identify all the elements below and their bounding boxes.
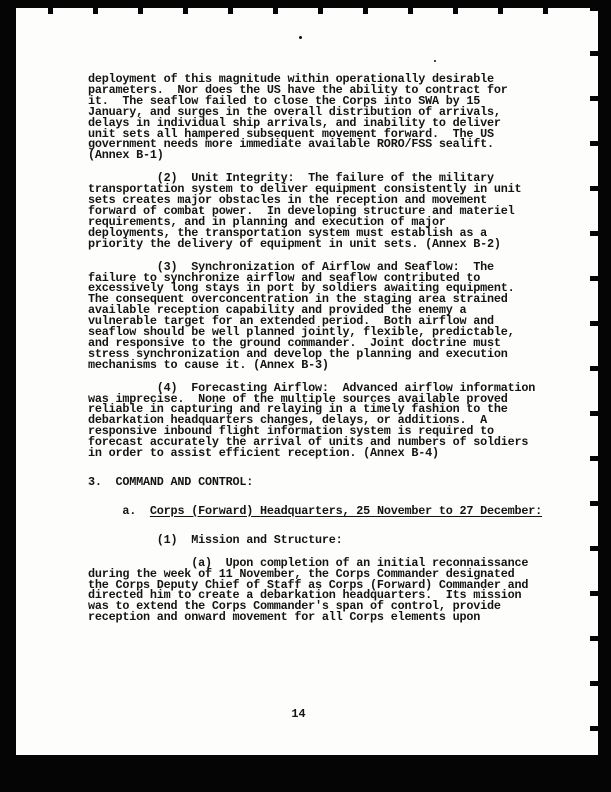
- text-line: failure to synchronize airflow and seaflow contributed to: [88, 270, 481, 285]
- text-line: (a) Upon completion of an initial reconnaissance: [88, 555, 529, 570]
- heading-mission-and-structure: [88, 532, 573, 547]
- text-line: forward of combat power. In developing structure and materiel: [88, 203, 515, 218]
- text-line: (4) Forecasting Airflow: Advanced airflow information: [88, 380, 536, 395]
- text-line: The consequent overconcentration in the staging area strained: [88, 292, 508, 307]
- text-line: unit sets all hampered subsequent movement forward. The US: [88, 126, 494, 141]
- text-line: delays in individual ship arrivals, and inability to deliver: [88, 115, 501, 130]
- text-line: vulnerable target for an extended period. Both airflow and: [88, 314, 494, 329]
- para-unit-integrity: [88, 173, 573, 249]
- text-line: sets creates major obstacles in the reception and movement: [88, 193, 487, 208]
- text-line: (3) Synchronization of Airflow and Seaflow: The: [88, 259, 494, 274]
- text-line: (2) Unit Integrity: The failure of the military: [88, 171, 494, 186]
- text-line: deployment of this magnitude within operationally desirable: [88, 72, 494, 86]
- para-upon-completion: [88, 555, 573, 625]
- text-line: reception and onward movement for all Corps elements upon: [88, 610, 481, 625]
- page-number: 14: [291, 707, 306, 721]
- text-line: was to extend the Corps Commander's span of control, provide: [88, 599, 501, 614]
- text-line: (Annex B-1): [88, 148, 164, 163]
- heading-text: 3. COMMAND AND CONTROL:: [88, 475, 254, 489]
- document-content: [88, 74, 573, 623]
- heading-prefix: a.: [88, 503, 150, 518]
- text-line: available reception capability and provided the enemy a: [88, 303, 467, 318]
- text-line: responsive inbound flight information system is required to: [88, 424, 494, 439]
- text-line: directed him to create a debarkation headquarters. Its mission: [88, 588, 522, 603]
- scan-speck: [299, 36, 302, 39]
- text-line: was imprecise. None of the multiple sources available proved: [88, 391, 508, 406]
- scan-edge-bottom: [0, 755, 611, 792]
- scan-edge-left: [0, 0, 16, 792]
- text-line: debarkation headquarters changes, delays, or additions. A: [88, 413, 487, 428]
- text-line: stress synchronization and develop the planning and execution: [88, 346, 508, 361]
- heading-corps-forward-headquarters: [88, 503, 573, 518]
- scan-edge-top: [0, 0, 611, 8]
- scan-speck: [434, 60, 436, 62]
- text-line: and responsive to the ground commander. Joint doctrine must: [88, 335, 501, 350]
- text-line: deployments, the transportation system must establish as a: [88, 225, 487, 240]
- text-line: parameters. Nor does the US have the ability to contract for: [88, 82, 508, 97]
- para-forecasting-airflow: [88, 380, 573, 461]
- para-sealift-continuation: [88, 74, 573, 161]
- text-line: reliable in capturing and relaying in a timely fashion to the: [88, 402, 508, 417]
- text-line: requirements, and in planning and execution of major: [88, 214, 446, 229]
- text-line: transportation system to deliver equipment consistently in unit: [88, 182, 522, 197]
- para-synchronization-airflow-seaflow: [88, 259, 573, 372]
- text-line: forecast accurately the arrival of units and numbers of soldiers: [88, 435, 529, 450]
- text-line: seaflow should be well planned jointly, flexible, predictable,: [88, 325, 515, 340]
- text-line: the Corps Deputy Chief of Staff as Corps (Forward) Commander and: [88, 577, 529, 592]
- heading-underlined-text: Corps (Forward) Headquarters, 25 November to 27 December:: [149, 503, 543, 518]
- text-line: during the week of 11 November, the Corps Commander designated: [88, 566, 515, 581]
- heading-text: (1) Mission and Structure:: [88, 532, 343, 547]
- heading-command-and-control: [88, 477, 573, 488]
- text-line: January, and surges in the overall distribution of arrivals,: [88, 104, 501, 119]
- scan-tick-marks-top: [48, 8, 573, 14]
- scan-edge-right: [598, 0, 611, 792]
- scan-tick-marks-right: [590, 6, 598, 751]
- text-line: in order to assist efficient reception. (Annex B-4): [88, 446, 439, 461]
- text-line: mechanisms to cause it. (Annex B-3): [88, 357, 329, 372]
- text-line: excessively long stays in port by soldiers awaiting equipment.: [88, 281, 515, 296]
- text-line: it. The seaflow failed to close the Corps into SWA by 15: [88, 93, 481, 108]
- text-line: government needs more immediate available RORO/FSS sealift.: [88, 137, 494, 152]
- text-line: priority the delivery of equipment in unit sets. (Annex B-2): [88, 236, 501, 251]
